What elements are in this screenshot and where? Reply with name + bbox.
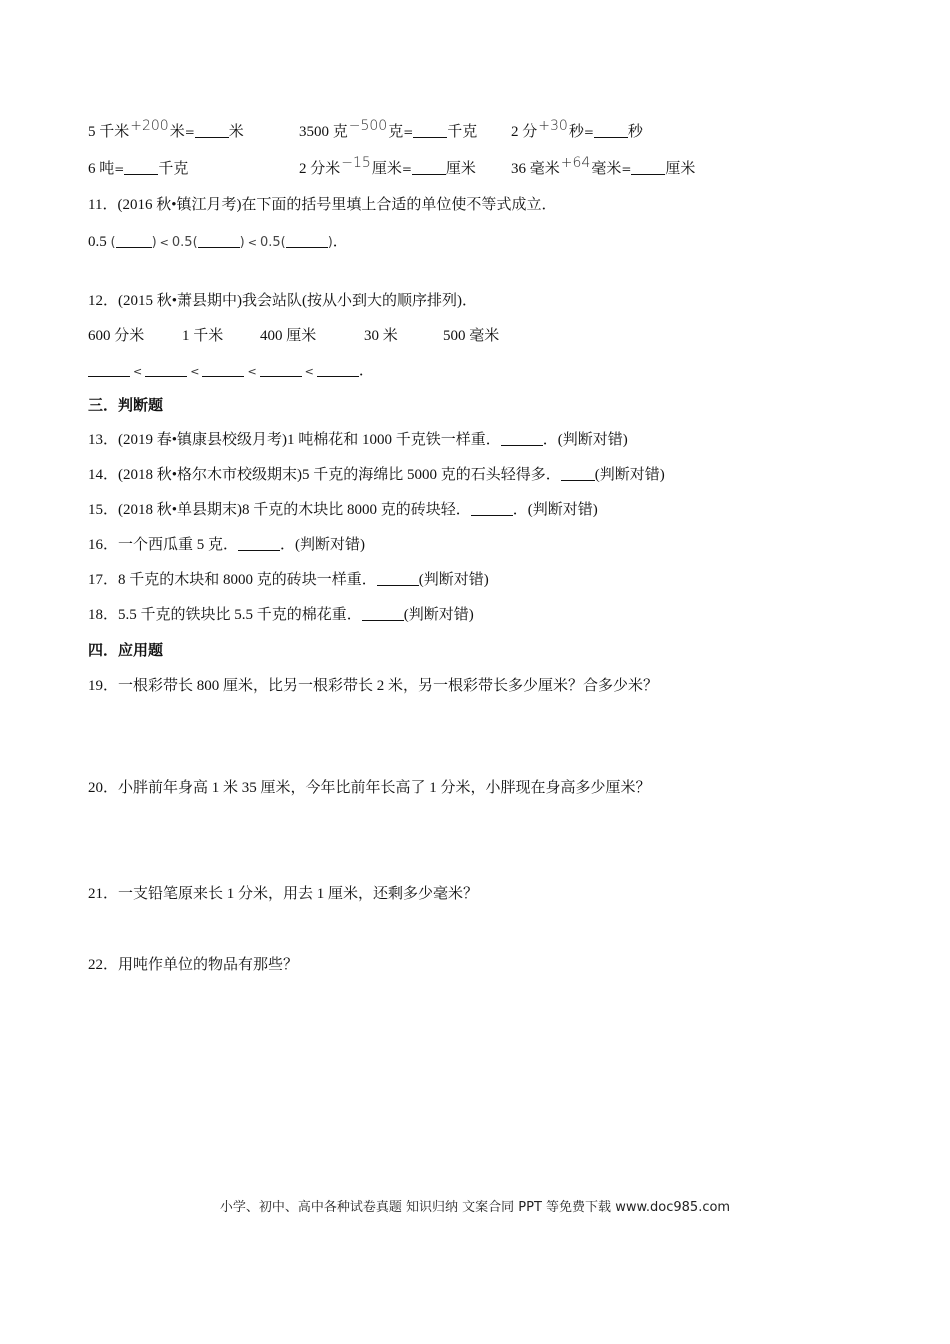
sort-item-4: 30 米 (364, 328, 398, 344)
question-11: 11．(2016 秋•镇江月考)在下面的括号里填上合适的单位使不等式成立． (88, 197, 557, 213)
section-heading-apply: 四．应用题 (88, 643, 164, 659)
end-mark: ． (332, 234, 348, 250)
close-paren: ) (327, 235, 333, 250)
less-than-sign: < (190, 365, 200, 378)
question-22: 22．用吨作单位的物品有那些？ (88, 957, 299, 973)
conv-item-6 (511, 155, 696, 179)
question-text: 16．一个西瓜重 5 克． (88, 537, 239, 553)
unit-blank[interactable] (198, 233, 240, 248)
less-than-sign: < (247, 365, 257, 378)
answer-blank[interactable] (145, 362, 187, 377)
conv-operator: +64 (560, 155, 591, 171)
conv-result-unit: 千克 (447, 124, 478, 140)
question-15 (88, 500, 598, 520)
equals-sign: = (403, 125, 414, 139)
question-text: 13．(2019 春•镇康县校级月考)1 吨棉花和 1000 千克铁一样重． (88, 432, 501, 448)
question-text: 14．(2018 秋•格尔木市校级期末)5 千克的海绵比 5000 克的石头轻得多． (88, 467, 561, 483)
open-paren: ( (192, 235, 198, 250)
conv-item-1 (88, 118, 244, 142)
question-suffix: (判断对错) (403, 607, 474, 623)
answer-blank[interactable] (238, 536, 280, 551)
section-heading-judge: 三．判断题 (88, 398, 164, 414)
question-16 (88, 535, 365, 555)
conv-unit: 克 (388, 124, 404, 140)
answer-blank[interactable] (631, 160, 665, 175)
equals-sign: = (114, 162, 125, 176)
answer-blank[interactable] (471, 501, 513, 516)
answer-blank[interactable] (561, 466, 595, 481)
question-suffix: (判断对错) (418, 572, 489, 588)
question-14 (88, 465, 665, 485)
conv-operator: +30 (538, 118, 568, 134)
conv-item-2 (299, 118, 478, 142)
question-text: 17．8 千克的木块和 8000 克的砖块一样重． (88, 572, 377, 588)
conv-term: 5 千米 (88, 124, 130, 140)
sort-answer-row (88, 361, 374, 382)
conv-result-unit: 厘米 (445, 161, 476, 177)
question-text: 15．(2018 秋•单县期末)8 千克的木块比 8000 克的砖块轻． (88, 502, 471, 518)
conv-item-4 (88, 159, 188, 179)
less-than-sign: < (159, 236, 169, 249)
conv-unit: 毫米 (591, 161, 622, 177)
answer-blank[interactable] (195, 123, 229, 138)
question-13 (88, 430, 628, 450)
conv-term: 2 分 (511, 124, 538, 140)
question-text: 18．5.5 千克的铁块比 5.5 千克的棉花重． (88, 607, 362, 623)
close-paren: ) (239, 235, 245, 250)
end-mark: ． (358, 363, 374, 379)
open-paren: ( (280, 235, 286, 250)
conv-term: 3500 克 (299, 124, 348, 140)
answer-blank[interactable] (501, 431, 543, 446)
inequality-value: 0.5 (259, 235, 281, 250)
conv-term: 6 吨 (88, 161, 115, 177)
conv-result-unit: 秒 (627, 124, 643, 140)
equals-sign: = (401, 162, 412, 176)
equals-sign: = (583, 125, 594, 139)
answer-blank[interactable] (412, 160, 446, 175)
close-paren: ) (151, 235, 157, 250)
answer-blank[interactable] (362, 606, 404, 621)
conv-operator: −500 (348, 118, 388, 134)
inequality-value: 0.5 (171, 235, 193, 250)
answer-blank[interactable] (317, 362, 359, 377)
sort-item-2: 1 千米 (182, 328, 224, 344)
conv-term: 36 毫米 (511, 161, 560, 177)
conv-item-3 (511, 118, 643, 142)
less-than-sign: < (133, 365, 143, 378)
answer-blank[interactable] (594, 123, 628, 138)
conv-result-unit: 厘米 (665, 161, 696, 177)
question-suffix: ．(判断对错) (512, 502, 598, 518)
conv-result-unit: 米 (228, 124, 244, 140)
answer-blank[interactable] (260, 362, 302, 377)
conv-operator: −15 (341, 155, 371, 171)
sort-item-5: 500 毫米 (443, 328, 500, 344)
conv-unit: 厘米 (371, 161, 402, 177)
question-suffix: ．(判断对错) (542, 432, 628, 448)
answer-blank[interactable] (377, 571, 419, 586)
question-19: 19．一根彩带长 800 厘米，比另一根彩带长 2 米，另一根彩带长多少厘米？合多少米？ (88, 678, 659, 694)
question-11-inequality (88, 232, 348, 253)
question-18 (88, 605, 474, 625)
conv-unit: 米 (169, 124, 185, 140)
unit-blank[interactable] (286, 233, 328, 248)
answer-blank[interactable] (413, 123, 447, 138)
sort-item-3: 400 厘米 (260, 328, 317, 344)
conv-result-unit: 千克 (158, 161, 189, 177)
sort-item-1: 600 分米 (88, 328, 145, 344)
question-20: 20．小胖前年身高 1 米 35 厘米，今年比前年长高了 1 分米，小胖现在身高多少厘米？ (88, 780, 651, 796)
conv-unit: 秒 (568, 124, 584, 140)
question-17 (88, 570, 489, 590)
equals-sign: = (621, 162, 632, 176)
answer-blank[interactable] (124, 160, 158, 175)
page-footer: 小学、初中、高中各种试卷真题 知识归纳 文案合同 PPT 等免费下载 www.doc985.com (219, 1200, 731, 1215)
question-suffix: ．(判断对错) (280, 537, 366, 553)
question-21: 21．一支铅笔原来长 1 分米，用去 1 厘米，还剩多少毫米？ (88, 886, 479, 902)
question-suffix: (判断对错) (594, 467, 665, 483)
question-12: 12．(2015 秋•萧县期中)我会站队(按从小到大的顺序排列)． (88, 293, 477, 309)
conv-item-5 (299, 155, 476, 179)
inequality-lead: 0.5 (88, 234, 107, 250)
unit-blank[interactable] (116, 233, 152, 248)
equals-sign: = (184, 125, 195, 139)
answer-blank[interactable] (88, 362, 130, 377)
open-paren: ( (110, 235, 116, 250)
less-than-sign: < (304, 365, 314, 378)
conv-operator: +200 (130, 118, 169, 134)
answer-blank[interactable] (202, 362, 244, 377)
conv-term: 2 分米 (299, 161, 341, 177)
less-than-sign: < (247, 236, 257, 249)
